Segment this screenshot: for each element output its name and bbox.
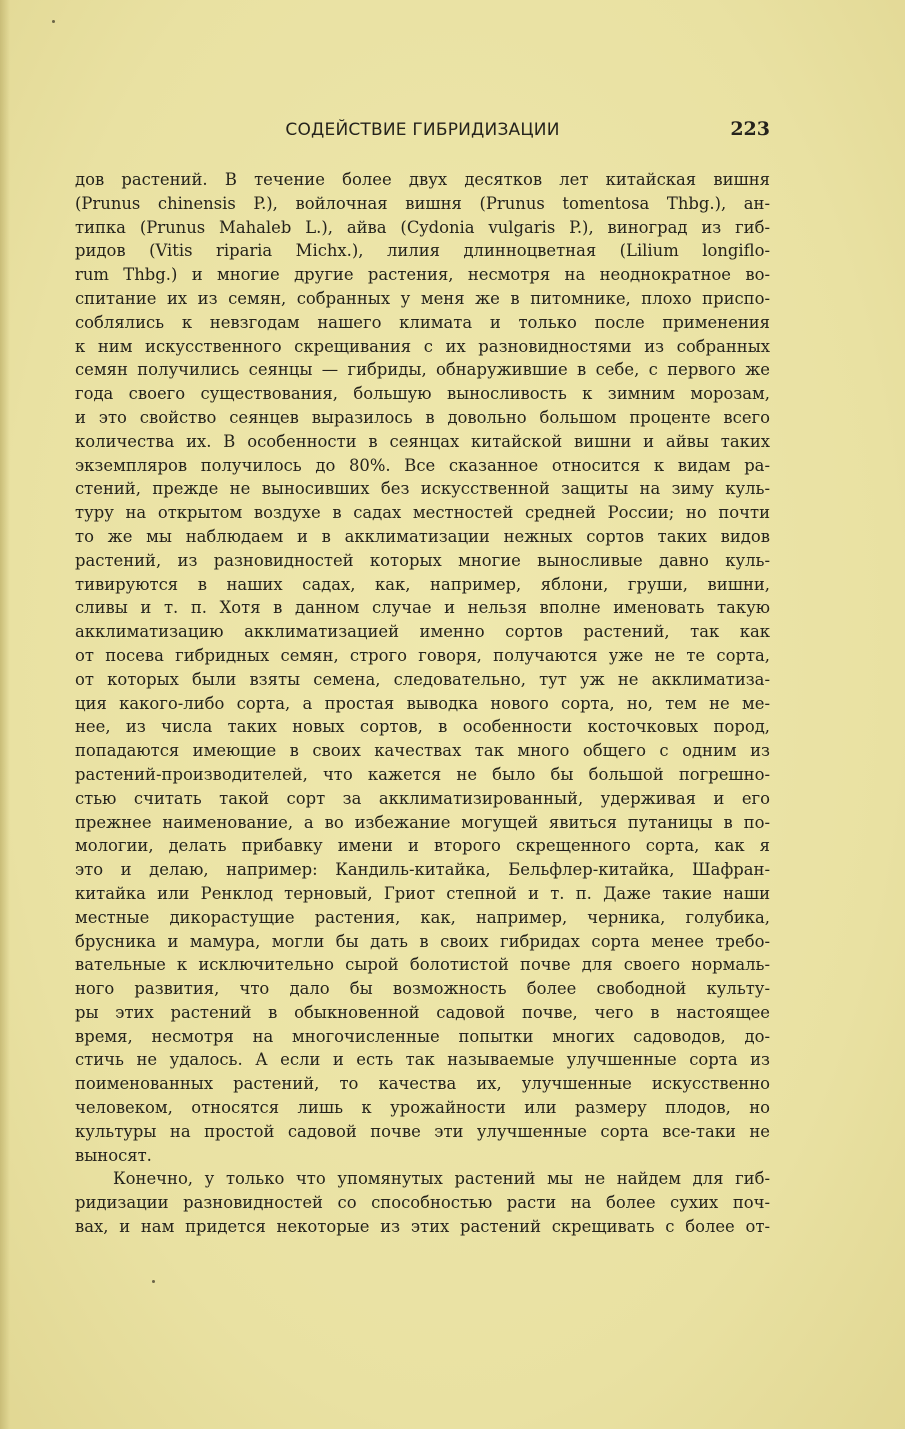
paragraph-start-line: Конечно, у только что упомянутых растений мы не найдем для гиб- — [113, 1169, 770, 1189]
text-line: тивируются в наших садах, как, например, яблони, груши, вишни, — [75, 574, 770, 594]
text-line: года своего существования, большую выносливость к зимним морозам, — [75, 384, 770, 404]
text-line: брусника и мамура, могли бы дать в своих гибридах сорта менее требо- — [75, 931, 770, 951]
text-line: семян получились сеянцы — гибриды, обнаружившие в себе, с первого же — [75, 360, 770, 380]
running-header — [75, 118, 770, 146]
text-line: растений, из разновидностей которых многие выносливые давно куль- — [75, 550, 770, 570]
text-line: от которых были взяты семена, следовательно, тут уж не акклиматиза- — [75, 669, 770, 689]
text-line: культуры на простой садовой почве эти улучшенные сорта все-таки не — [75, 1121, 770, 1141]
page-gutter-shadow — [0, 0, 10, 1429]
text-line: спитание их из семян, собранных у меня же в питомнике, плохо приспо- — [75, 288, 770, 308]
text-line: китайка или Ренклод терновый, Гриот степной и т. п. Даже такие наши — [75, 883, 770, 903]
text-line: ридизации разновидностей со способностью расти на более сухих поч- — [75, 1193, 770, 1213]
text-line: к ним искусственного скрещивания с их разновидностями из собранных — [75, 336, 770, 356]
text-line: стичь не удалось. А если и есть так называемые улучшенные сорта из — [75, 1050, 770, 1070]
text-line: то же мы наблюдаем и в акклиматизации нежных сортов таких видов — [75, 526, 770, 546]
paper-speck — [152, 1280, 155, 1283]
text-line: дов растений. В течение более двух десятков лет китайская вишня — [75, 170, 770, 189]
text-line: растений-производителей, что кажется не было бы большой погрешно- — [75, 764, 770, 784]
text-line: ридов (Vitis riparia Michx.), лилия длинноцветная (Lilium longiflo- — [75, 241, 770, 261]
text-line: это и делаю, например: Кандиль-китайка, Бельфлер-китайка, Шафран- — [75, 860, 770, 880]
text-line: стений, прежде не выносивших без искусственной защиты на зиму куль- — [75, 479, 770, 499]
text-line: местные дикорастущие растения, как, например, черника, голубика, — [75, 907, 770, 927]
text-line: стью считать такой сорт за акклиматизированный, удерживая и его — [75, 788, 770, 808]
text-line: rum Thbg.) и многие другие растения, несмотря на неоднократное во- — [75, 265, 770, 285]
text-line: поименованных растений, то качества их, улучшенные искусственно — [75, 1074, 770, 1094]
text-line: прежнее наименование, а во избежание могущей явиться путаницы в по- — [75, 812, 770, 832]
text-line: от посева гибридных семян, строго говоря, получаются уже не те сорта, — [75, 645, 770, 665]
text-line: туру на открытом воздухе в садах местностей средней России; но почти — [75, 503, 770, 523]
text-line: вах, и нам придется некоторые из этих растений скрещивать с более от- — [75, 1217, 770, 1237]
text-line: время, несмотря на многочисленные попытки многих садоводов, до- — [75, 1026, 770, 1046]
text-line: попадаются имеющие в своих качествах так много общего с одним из — [75, 741, 770, 761]
paragraph-end-line: выносят. — [75, 1145, 152, 1165]
paper-speck — [52, 20, 55, 23]
text-line: мологии, делать прибавку имени и второго скрещенного сорта, как я — [75, 836, 770, 856]
text-line: экземпляров получилось до 80%. Все сказанное относится к видам ра- — [75, 455, 770, 475]
text-line: нее, из числа таких новых сортов, в особенности косточковых пород, — [75, 717, 770, 737]
text-line: соблялись к невзгодам нашего климата и только после применения — [75, 312, 770, 332]
text-line: вательные к исключительно сырой болотистой почве для своего нормаль- — [75, 955, 770, 975]
text-line: ного развития, что дало бы возможность более свободной культу- — [75, 979, 770, 999]
text-line: (Prunus chinensis P.), войлочная вишня (Prunus tomentosa Thbg.), ан- — [75, 193, 770, 213]
chapter-title: СОДЕЙСТВИЕ ГИБРИДИЗАЦИИ — [285, 120, 560, 140]
text-line: сливы и т. п. Хотя в данном случае и нельзя вполне именовать такую — [75, 598, 770, 618]
page-number: 223 — [730, 118, 770, 140]
body-text — [75, 168, 770, 1239]
text-line: акклиматизацию акклиматизацией именно сортов растений, так как — [75, 622, 770, 642]
text-line: человеком, относятся лишь к урожайности или размеру плодов, но — [75, 1098, 770, 1118]
text-line: ры этих растений в обыкновенной садовой почве, чего в настоящее — [75, 1002, 770, 1022]
text-line: количества их. В особенности в сеянцах китайской вишни и айвы таких — [75, 431, 770, 451]
text-line: типка (Prunus Mahaleb L.), айва (Cydonia vulgaris P.), виноград из гиб- — [75, 217, 770, 237]
text-line: ция какого-либо сорта, а простая выводка нового сорта, но, тем не ме- — [75, 693, 770, 713]
text-line: и это свойство сеянцев выразилось в довольно большом проценте всего — [75, 407, 770, 427]
